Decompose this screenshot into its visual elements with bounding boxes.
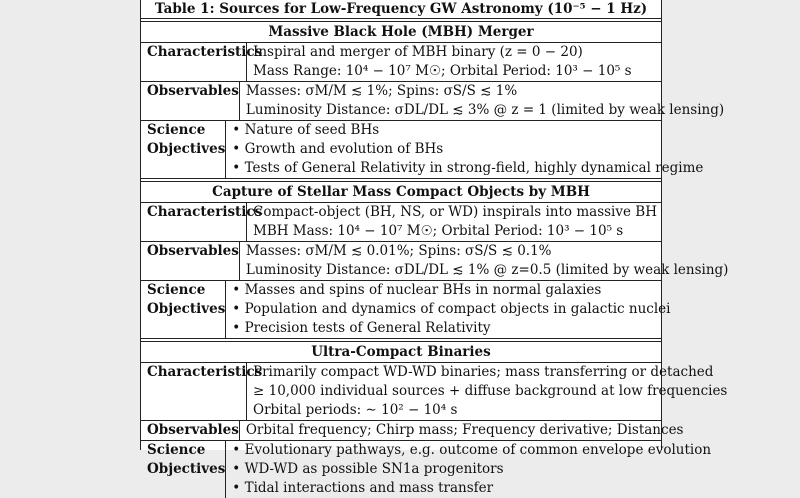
label-line: Objectives <box>147 141 226 157</box>
row-content <box>240 242 729 280</box>
text-line: Mass Range: 10⁴ − 10⁷ M☉; Orbital Period: 10³ − 10⁵ s <box>253 63 632 79</box>
row-label <box>141 441 226 498</box>
text-line: Luminosity Distance: σDL/DL ≲ 1% @ z=0.5 (limited by weak lensing) <box>245 262 729 278</box>
objectives-row <box>141 281 671 338</box>
row-content <box>240 421 684 440</box>
text-line: Primarily compact WD-WD binaries; mass transferring or detached <box>253 364 714 380</box>
row-label: Observables <box>141 82 240 120</box>
observables-row <box>141 421 684 441</box>
objectives-row <box>141 441 712 498</box>
list-item: • Population and dynamics of compact objects in galactic nuclei <box>232 300 670 319</box>
text-line: Inspiral and merger of MBH binary (z = 0 − 20) <box>253 44 583 60</box>
list-item: • Masses and spins of nuclear BHs in normal galaxies <box>232 281 670 300</box>
text-line: MBH Mass: 10⁴ − 10⁷ M☉; Orbital Period: 10³ − 10⁵ s <box>253 223 624 239</box>
row-content <box>247 203 661 241</box>
table-title: Table 1: Sources for Low-Frequency GW Astronomy (10⁻⁵ − 1 Hz) <box>141 0 661 19</box>
list-item: • Precision tests of General Relativity <box>232 319 670 338</box>
label-line: Science <box>147 122 206 138</box>
observables-row <box>141 242 729 281</box>
text-line: ≥ 10,000 individual sources + diffuse background at low frequencies <box>253 383 728 399</box>
row-content <box>226 441 711 498</box>
text-line: Masses: σM/M ≲ 1%; Spins: σS/S ≲ 1% <box>245 83 518 99</box>
text-line: Luminosity Distance: σDL/DL ≲ 3% @ z = 1 (limited by weak lensing) <box>245 102 725 118</box>
section-compact-object-capture <box>141 181 729 339</box>
row-content <box>226 281 670 338</box>
section-heading: Massive Black Hole (MBH) Merger <box>141 21 661 43</box>
row-content <box>247 43 661 81</box>
row-label: Observables <box>141 421 240 440</box>
section-heading: Ultra-Compact Binaries <box>141 341 661 363</box>
observables-row <box>141 82 725 121</box>
list-item: • WD-WD as possible SN1a progenitors <box>232 460 711 479</box>
list-item: • Tidal interactions and mass transfer <box>232 479 711 498</box>
row-label: Characteristics <box>141 363 247 420</box>
text-line: Compact-object (BH, NS, or WD) inspirals into massive BH <box>253 204 657 220</box>
text-line: Orbital frequency; Chirp mass; Frequency derivative; Distances <box>245 422 684 438</box>
text-line: Masses: σM/M ≲ 0.01%; Spins: σS/S ≲ 0.1% <box>245 243 552 259</box>
section-ultra-compact-binaries <box>141 341 728 498</box>
section-heading: Capture of Stellar Mass Compact Objects by MBH <box>141 181 661 203</box>
row-content <box>247 363 727 420</box>
row-label <box>141 121 226 178</box>
row-label: Characteristics <box>141 43 247 81</box>
list-item: • Evolutionary pathways, e.g. outcome of common envelope evolution <box>232 441 711 460</box>
characteristics-row <box>141 43 661 82</box>
objectives-row <box>141 121 704 178</box>
label-line: Objectives <box>147 301 226 317</box>
label-line: Objectives <box>147 461 226 477</box>
list-item: • Growth and evolution of BHs <box>232 140 703 159</box>
characteristics-row <box>141 203 661 242</box>
label-line: Science <box>147 442 206 458</box>
list-item: • Tests of General Relativity in strong-field, highly dynamical regime <box>232 159 703 178</box>
list-item: • Nature of seed BHs <box>232 121 703 140</box>
row-content <box>240 82 724 120</box>
section-mbh-merger <box>141 21 725 179</box>
text-line: Orbital periods: ∼ 10² − 10⁴ s <box>253 402 458 418</box>
row-label: Observables <box>141 242 240 280</box>
row-content <box>226 121 703 178</box>
characteristics-row <box>141 363 728 421</box>
table-page <box>140 0 729 496</box>
row-label: Characteristics <box>141 203 247 241</box>
row-label <box>141 281 226 338</box>
label-line: Science <box>147 282 206 298</box>
